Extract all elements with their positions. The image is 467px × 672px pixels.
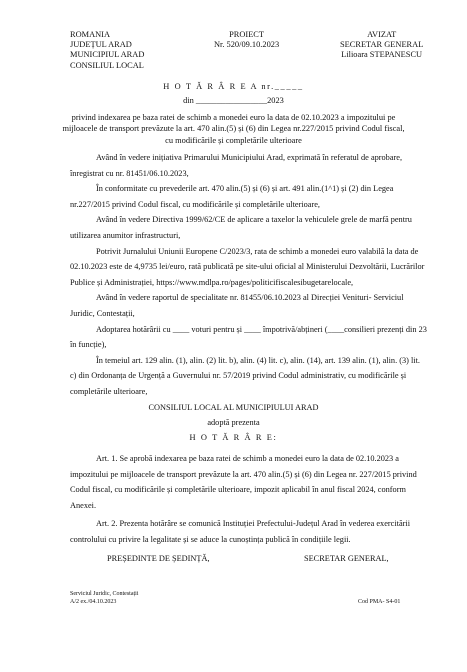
preamble xyxy=(70,150,455,400)
preamble-line: Având în vedere raportul de specialitate nr. 81455/06.10.2023 al Direcției Venituri- Serviciul xyxy=(96,293,404,303)
preamble-line: În temeiul art. 129 alin. (1), alin. (2) lit. b), alin. (4) lit. c), alin. (14), art. 139 alin. (1), alin. (3) lit. xyxy=(96,355,420,365)
article-line: controlului cu privire la legalitate și se aduce la cunoștința publică în condițiile legii. xyxy=(70,534,351,544)
header-left-line: MUNICIPIUL ARAD xyxy=(70,50,145,60)
article-line: impozitului pe mijloacele de transport prevăzute la art. 470 alin.(5) și (6) din Legea nr. 227/2015 privind xyxy=(70,469,417,479)
preamble-line: completările ulterioare, xyxy=(70,386,148,396)
article-line: Anexei. xyxy=(70,500,97,510)
signature-president: PREȘEDINTE DE ȘEDINȚĂ, xyxy=(107,554,210,563)
preamble-line: utilizarea anumitor infrastructuri, xyxy=(70,230,181,240)
footer-line: Serviciul Juridic, Contestații xyxy=(70,591,139,597)
council-name: CONSILIUL LOCAL AL MUNICIPIULUI ARAD xyxy=(148,403,319,412)
preamble-line: Potrivit Jurnalului Uniunii Europene C/2023/3, rata de schimb a monedei euro valabilă la data de xyxy=(96,246,419,256)
footer-left xyxy=(70,590,139,606)
article-line: Art. 2. Prezenta hotărâre se comunică Instituției Prefectului-Județul Arad în vederea exercitării xyxy=(96,519,411,529)
articles xyxy=(70,451,455,548)
preamble-line: c) din Ordonanța de Urgență a Guvernului nr. 57/2019 privind Codul administrativ, cu modificările și xyxy=(70,371,407,381)
project-number: Nr. 520/09.10.2023 xyxy=(214,40,280,50)
footer-line: A/2 ex./04.10.2023 xyxy=(70,599,117,605)
preamble-line: Având în vedere Directiva 1999/62/CE de aplicare a taxelor la vehiculele grele de marfă pentru xyxy=(96,215,412,225)
signature-secretary: SECRETAR GENERAL, xyxy=(304,554,389,563)
header-left xyxy=(70,30,144,71)
preamble-line: În conformitate cu prevederile art. 470 alin.(5) și (6) și art. 491 alin.(1^1) și (2) din Legea xyxy=(96,184,394,194)
preamble-line: 02.10.2023 este de 4,9735 lei/euro, rată publicată pe site-ului oficial al Ministerului Dezvoltării, Lucrărilor xyxy=(70,262,425,272)
header-right-line: Lilioara STEPANESCU xyxy=(341,50,423,60)
preamble-line: Publice și Administrației, https://www.mdlpa.ro/pages/politicifiscalesibugetarelocale, xyxy=(70,277,354,287)
footer-code: Cod PMA- S4-01 xyxy=(358,599,401,605)
document-title: H O T Ă R Â R E A nr._____ xyxy=(163,82,304,91)
preamble-line: Adoptarea hotărârii cu ____ voturi pentru și ____ împotrivă/abțineri (____consilieri prezenți din 23 xyxy=(96,324,427,334)
preamble-line: nr.227/2015 privind Codul fiscal, cu modificările și completările ulterioare, xyxy=(70,199,320,209)
subject-line: mijloacele de transport prevăzute la art. 470 alin.(5) și (6) din Legea nr.227/2015 privind Codul fiscal, xyxy=(62,124,405,134)
preamble-line: Juridic, Contestații, xyxy=(70,308,135,318)
subject-line: privind indexarea pe baza ratei de schimb a monedei euro la data de 02.10.2023 a impozitului pe xyxy=(71,113,396,122)
preamble-line: Având în vedere inițiativa Primarului Municipiului Arad, exprimată în referatul de aprobare, xyxy=(96,153,403,162)
header-left-line: ROMANIA xyxy=(70,30,111,39)
decision-title: H O T Ă R Â R E: xyxy=(189,433,278,442)
document-date-line: din _________________2023 xyxy=(183,96,284,105)
header-left-line: CONSILIUL LOCAL xyxy=(70,60,144,70)
subject-line: cu modificările și completările ulterioare xyxy=(165,135,302,145)
adopted-line: adoptă prezenta xyxy=(207,418,260,427)
project-label: PROIECT xyxy=(229,30,265,39)
header-right-line: AVIZAT xyxy=(367,30,397,39)
preamble-line: înregistrat cu nr. 81451/06.10.2023, xyxy=(70,168,189,178)
preamble-line: în funcție), xyxy=(70,340,107,350)
header-center xyxy=(214,30,279,50)
article-line: Codul fiscal, cu modificările și completările ulterioare, impozit aplicabil în anul fiscal 2024, conform xyxy=(70,485,406,495)
header-left-line: JUDEȚUL ARAD xyxy=(70,40,132,50)
document-subject xyxy=(0,112,467,146)
header-right xyxy=(340,30,423,61)
header-right-line: SECRETAR GENERAL xyxy=(340,40,424,50)
article-line: Art. 1. Se aprobă indexarea pe baza ratei de schimb a monedei euro la data de 02.10.2023 a xyxy=(96,454,399,463)
